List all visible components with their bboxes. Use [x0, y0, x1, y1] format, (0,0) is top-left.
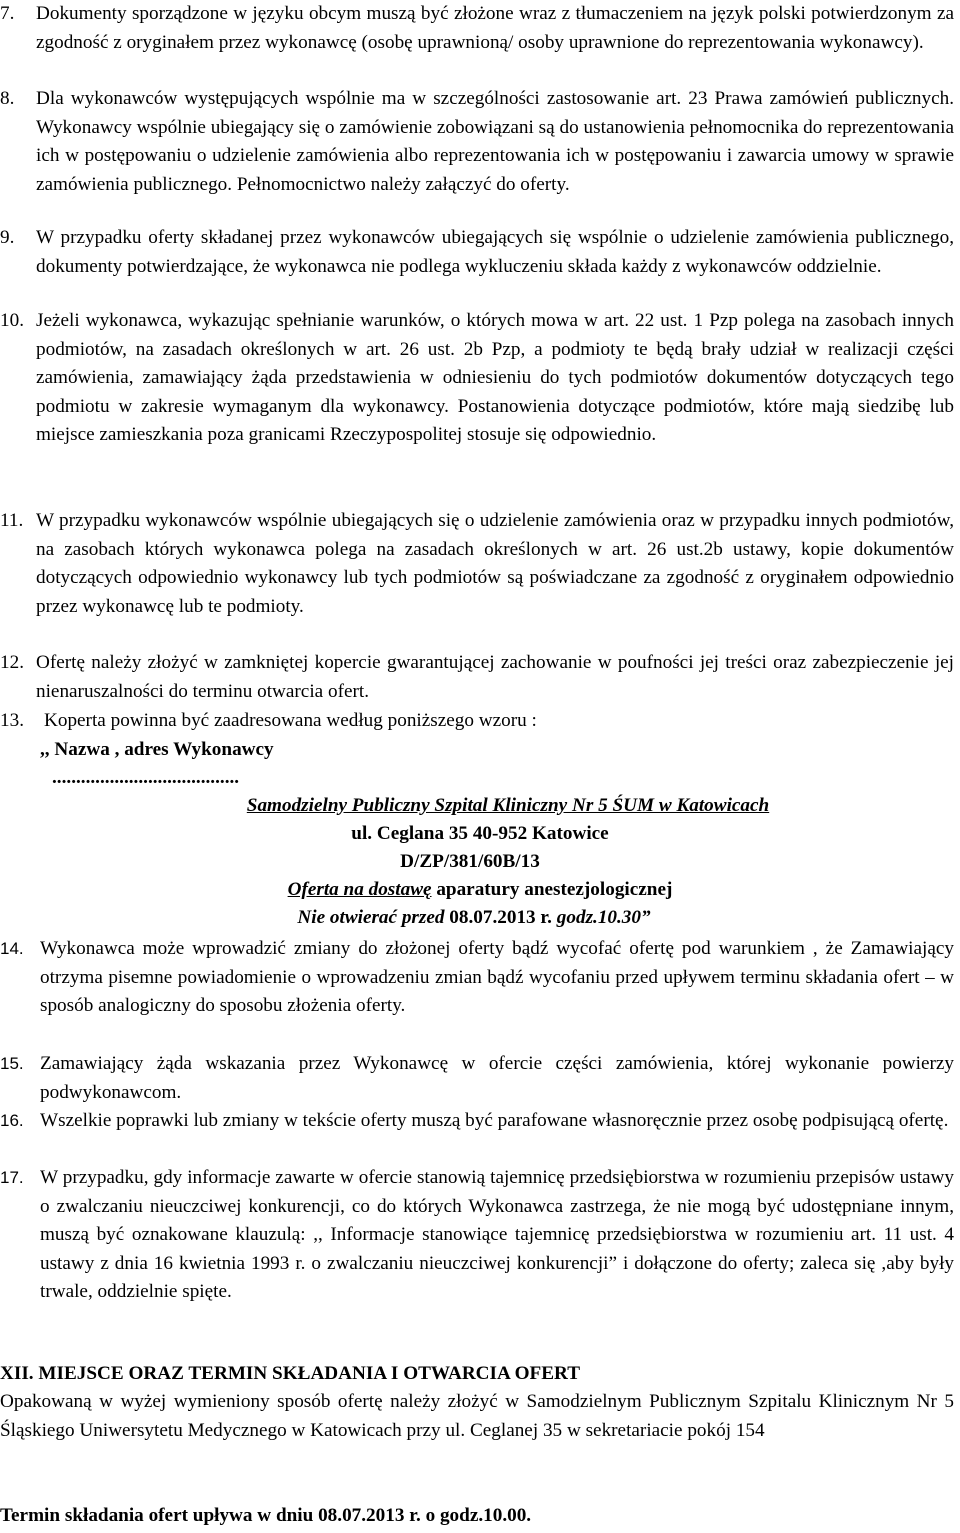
item-text: Wykonawca może wprowadzić zmiany do złożonej oferty bądź wycofać ofertę pod warunkiem , że Zamawiający otrzyma pisemne powiadomienie o wprowadzeniu zmian bądź wycofaniu przed upływem terminu składania ofert – w sposób analogiczny do sposobu złożenia oferty.	[40, 938, 954, 1017]
envelope-dots: .......................................	[52, 767, 240, 788]
list-item-7	[0, 0, 954, 57]
item-number: 13.	[0, 710, 24, 731]
item-number: 8.	[0, 88, 15, 109]
item-text: W przypadku, gdy informacje zawarte w ofercie stanowią tajemnicę przedsiębiorstwa w rozumieniu przepisów ustawy o zwalczaniu nieuczciwej konkurencji, co do których Wykonawca zastrzega, że nie mogą być udostępniane innym, muszą być oznakowane klauzulą: ,, Informacje stanowiące tajemnicę przedsiębiorstwa w rozumieniu art. 11 ust. 4 ustawy z dnia 16 kwietnia 1993 r. o zwalczaniu nieuczciwej konkurencji” i dołączone do oferty; zaleca się ,aby były trwale, oddzielnie spięte.	[40, 1167, 954, 1303]
item-number: 11.	[0, 510, 24, 531]
list-item-15	[0, 1050, 954, 1107]
envelope-hospital: Samodzielny Publiczny Szpital Kliniczny Nr 5 ŚUM w Katowicach	[246, 795, 770, 816]
envelope-open-notice	[0, 904, 954, 932]
offer-prefix: Oferta na dostawę	[287, 879, 432, 900]
open-date: 08.07.2013 r.	[444, 907, 552, 928]
item-text: Wszelkie poprawki lub zmiany w tekście oferty muszą być parafowane własnoręcznie przez osobę podpisującą ofertę.	[40, 1110, 949, 1131]
item-number: 14.	[0, 939, 24, 958]
envelope-reference: D/ZP/381/60B/13	[400, 851, 540, 872]
item-text: W przypadku wykonawców wspólnie ubiegających się o udzielenie zamówienia oraz w przypadku innych podmiotów, na zasobach których wykonawca polega na zasadach określonych w art. 26 ust.2b ustawy, kopie dokumentów dotyczących odpowiednio wykonawcy lub tych podmiotów są poświadczane za zgodność z oryginałem odpowiednio przez wykonawcę lub te podmioty.	[36, 510, 954, 617]
section-heading: XII. MIEJSCE ORAZ TERMIN SKŁADANIA I OTWARCIA OFERT	[0, 1363, 581, 1384]
section-paragraph: Opakowaną w wyżej wymieniony sposób ofertę należy złożyć w Samodzielnym Publicznym Szpitalu Klinicznym Nr 5 Śląskiego Uniwersytetu Medycznego w Katowicach przy ul. Ceglanej 35 w sekretariacie pokój 154	[0, 1391, 954, 1441]
item-text: Ofertę należy złożyć w zamkniętej kopercie gwarantującej zachowanie w poufności jej treści oraz zabezpieczenie jej nienaruszalności do terminu otwarcia ofert.	[36, 652, 954, 702]
list-item-13	[0, 707, 954, 736]
item-text: Jeżeli wykonawca, wykazując spełnianie warunków, o których mowa w art. 22 ust. 1 Pzp polega na zasobach innych podmiotów, na zasadach określonych w art. 26 ust. 2b Pzp, a podmioty te będą brały udział w realizacji części zamówienia, zamawiający żąda przedstawienia w odniesieniu do tych podmiotów dokumentów dotyczących tego podmiotu w zakresie wymaganym dla wykonawcy. Postanowienia dotyczące podmiotów, które mają siedzibę lub miejsce zamieszkania poza granicami Rzeczypospolitej stosuje się odpowiednio.	[36, 310, 954, 446]
envelope-offer-title	[0, 876, 960, 904]
envelope-address: ul. Ceglana 35 40-952 Katowice	[351, 823, 609, 844]
item-text: Zamawiający żąda wskazania przez Wykonawcę w ofercie części zamówienia, której wykonanie powierzy podwykonawcom.	[40, 1053, 954, 1103]
item-number: 17.	[0, 1168, 24, 1187]
list-item-12	[0, 649, 954, 706]
list-item-10	[0, 307, 954, 450]
deadline-line: Termin składania ofert upływa w dniu 08.07.2013 r. o godz.10.00.	[0, 1505, 532, 1526]
item-text: W przypadku oferty składanej przez wykonawców ubiegających się wspólnie o udzielenie zamówienia publicznego, dokumenty potwierdzające, że wykonawca nie podlega wykluczeniu składa każdy z wykonawców oddzielnie.	[36, 227, 954, 277]
item-text: Koperta powinna być zaadresowana według poniższego wzoru :	[44, 710, 537, 731]
list-item-14	[0, 935, 954, 1021]
list-item-8	[0, 85, 954, 199]
envelope-sender-line: ,, Nazwa , adres Wykonawcy	[40, 739, 274, 760]
list-item-9	[0, 224, 954, 281]
item-text: Dla wykonawców występujących wspólnie ma w szczególności zastosowanie art. 23 Prawa zamówień publicznych. Wykonawcy wspólnie ubiegający się o zamówienie zobowiązani są do ustanowienia pełnomocnika do reprezentowania ich w postępowaniu o udzielenie zamówienia albo reprezentowania ich w postępowaniu i zawarcia umowy w sprawie zamówienia publicznego. Pełnomocnictwo należy załączyć do oferty.	[36, 88, 954, 195]
open-prefix: Nie otwierać przed	[297, 907, 445, 928]
open-time: godz.10.30”	[551, 907, 651, 928]
item-number: 12.	[0, 652, 24, 673]
item-text: Dokumenty sporządzone w języku obcym muszą być złożone wraz z tłumaczeniem na język polski potwierdzonym za zgodność z oryginałem przez wykonawcę (osobę uprawnioną/ osoby uprawnione do reprezentowania wykonawcy).	[36, 3, 954, 53]
item-number: 9.	[0, 227, 15, 248]
item-number: 10.	[0, 310, 24, 331]
list-item-16	[0, 1107, 954, 1136]
list-item-17	[0, 1164, 954, 1307]
offer-rest: aparatury anestezjologicznej	[431, 879, 673, 900]
list-item-11	[0, 507, 954, 621]
item-number: 15.	[0, 1054, 24, 1073]
item-number: 16.	[0, 1111, 24, 1130]
item-number: 7.	[0, 3, 15, 24]
